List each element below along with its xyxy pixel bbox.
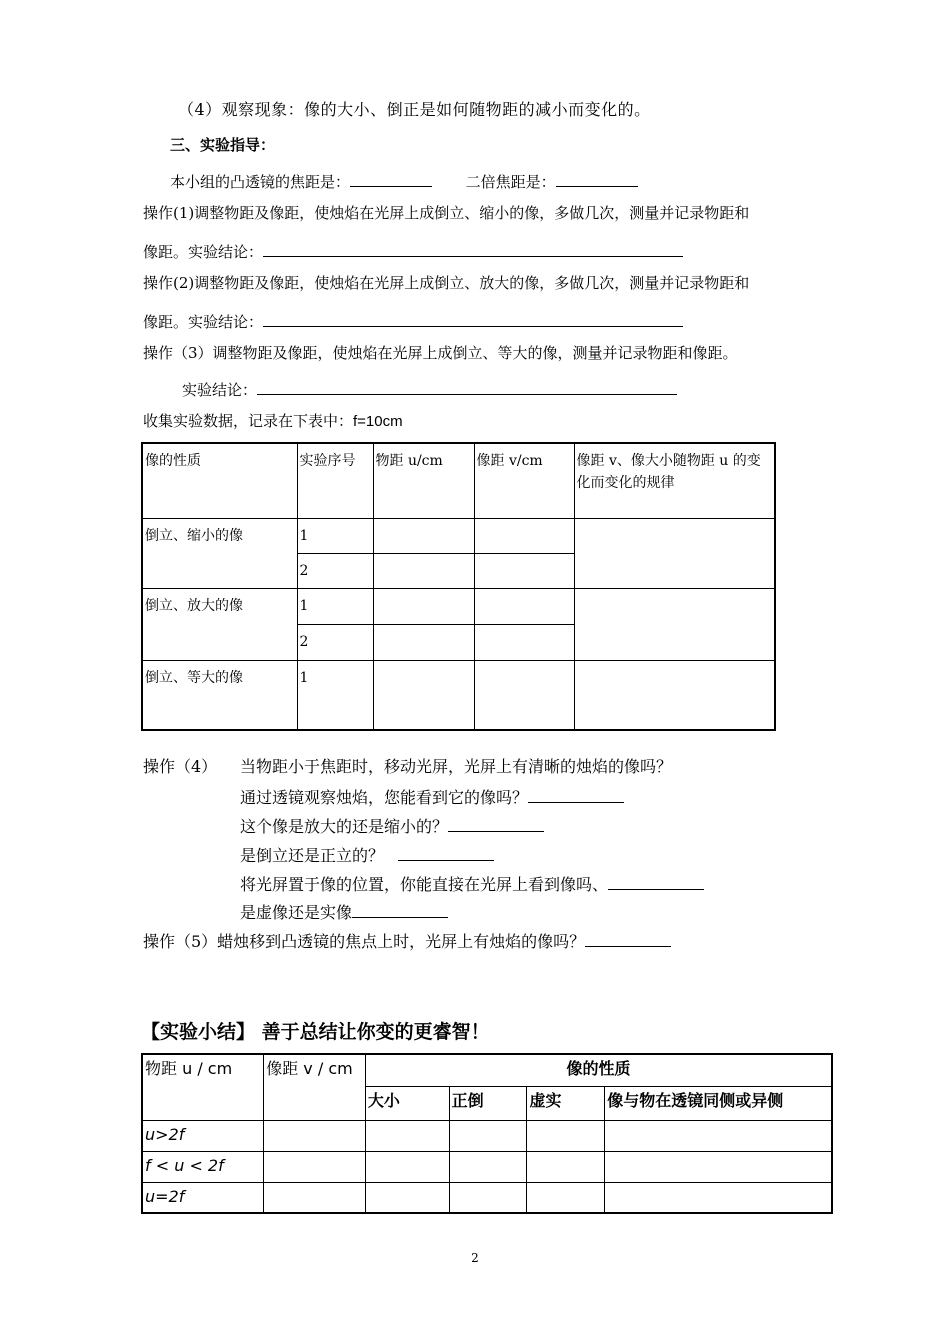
header-nature: 像的性质 [142, 443, 297, 518]
op3-conclusion-label: 实验结论： [182, 381, 258, 399]
table-row [142, 1151, 832, 1182]
row-condition: u=2f [142, 1182, 264, 1213]
op1-line2 [143, 240, 683, 262]
seq-cell: 2 [297, 553, 373, 588]
cell[interactable] [527, 1151, 605, 1182]
op4-q1: 当物距小于焦距时，移动光屏，光屏上有清晰的烛焰的像吗？ [240, 757, 673, 776]
focal-blank[interactable] [350, 170, 432, 187]
group-label: 倒立、缩小的像 [142, 518, 297, 588]
u-cell[interactable] [373, 553, 474, 588]
double-focal-blank[interactable] [556, 170, 638, 187]
cell[interactable] [264, 1182, 366, 1213]
cell[interactable] [527, 1182, 605, 1213]
op4-q2-line [240, 786, 624, 808]
op4-q5: 将光屏置于像的位置，你能直接在光屏上看到像吗、 [240, 875, 609, 894]
cell[interactable] [449, 1182, 527, 1213]
op4-q5-line [240, 873, 704, 895]
op4-q3: 这个像是放大的还是缩小的？ [240, 817, 449, 836]
focal-line [170, 170, 638, 192]
u-cell[interactable] [373, 518, 474, 553]
op1-conclusion-label: 像距。实验结论： [143, 243, 264, 261]
table-header-row [142, 443, 775, 518]
sub-side: 像与物在透镜同侧或异侧 [605, 1086, 832, 1120]
cell[interactable] [449, 1120, 527, 1151]
rule-cell[interactable] [574, 660, 775, 730]
op1-line1: 操作(1)调整物距及像距，使烛焰在光屏上成倒立、缩小的像，多做几次，测量并记录物距和 [143, 204, 750, 222]
header-image-nature: 像的性质 [365, 1054, 832, 1086]
header-image-distance: 像距 v / cm [264, 1054, 366, 1120]
table-row [142, 588, 775, 624]
table-row [142, 518, 775, 553]
u-cell[interactable] [373, 588, 474, 624]
sub-orientation: 正倒 [449, 1086, 527, 1120]
header-rule: 像距 v、像大小随物距 u 的变化而变化的规律 [574, 443, 775, 518]
cell[interactable] [605, 1120, 832, 1151]
data-table [141, 442, 776, 731]
op4-q6-line [240, 901, 448, 923]
rule-cell[interactable] [574, 518, 775, 588]
header-seq: 实验序号 [297, 443, 373, 518]
row-condition: u>2f [142, 1120, 264, 1151]
sub-size: 大小 [365, 1086, 449, 1120]
cell[interactable] [365, 1182, 449, 1213]
rule-cell[interactable] [574, 588, 775, 660]
group-label: 倒立、放大的像 [142, 588, 297, 660]
op2-line1: 操作(2)调整物距及像距，使烛焰在光屏上成倒立、放大的像，多做几次，测量并记录物距和 [143, 274, 750, 292]
op4-q6: 是虚像还是实像 [240, 903, 353, 922]
cell[interactable] [527, 1120, 605, 1151]
op3-line2 [182, 378, 677, 400]
focal-label: 本小组的凸透镜的焦距是： [170, 173, 351, 191]
sub-real-virtual: 虚实 [527, 1086, 605, 1120]
row-condition: f < u < 2f [142, 1151, 264, 1182]
op5-text: 操作（5）蜡烛移到凸透镜的焦点上时，光屏上有烛焰的像吗？ [143, 932, 586, 951]
step4-text: （4）观察现象：像的大小、倒正是如何随物距的减小而变化的。 [178, 100, 651, 119]
table-row [142, 660, 775, 730]
summary-table [141, 1053, 833, 1214]
collect-text: 收集实验数据，记录在下表中：f=10cm [143, 413, 403, 430]
op5-blank[interactable] [585, 930, 671, 947]
op2-conclusion-blank[interactable] [263, 310, 683, 327]
page-number: 2 [471, 1251, 479, 1265]
op4-prefix: 操作（4） [143, 757, 218, 776]
u-cell[interactable] [373, 660, 474, 730]
v-cell[interactable] [474, 660, 574, 730]
table-row [142, 1120, 832, 1151]
seq-cell: 2 [297, 624, 373, 660]
summary-header-row [142, 1054, 832, 1086]
cell[interactable] [605, 1151, 832, 1182]
group-label: 倒立、等大的像 [142, 660, 297, 730]
cell[interactable] [365, 1120, 449, 1151]
v-cell[interactable] [474, 624, 574, 660]
v-cell[interactable] [474, 588, 574, 624]
op4-q2-blank[interactable] [528, 786, 624, 803]
cell[interactable] [264, 1120, 366, 1151]
op5-line [143, 930, 671, 952]
seq-cell: 1 [297, 588, 373, 624]
op4-q3-line [240, 815, 544, 837]
op3-conclusion-blank[interactable] [257, 378, 677, 395]
op3-line1: 操作（3）调整物距及像距，使烛焰在光屏上成倒立、等大的像，测量并记录物距和像距。 [143, 344, 738, 362]
op4-q3-blank[interactable] [448, 815, 544, 832]
section3-heading: 三、实验指导： [170, 136, 276, 154]
v-cell[interactable] [474, 553, 574, 588]
summary-title: 【实验小结】 善于总结让你变的更睿智！ [141, 1021, 490, 1043]
u-cell[interactable] [373, 624, 474, 660]
op1-conclusion-blank[interactable] [263, 240, 683, 257]
op4-q6-blank[interactable] [352, 901, 448, 918]
op2-conclusion-label: 像距。实验结论： [143, 313, 264, 331]
seq-cell: 1 [297, 518, 373, 553]
double-focal-label: 二倍焦距是： [465, 173, 556, 191]
op4-q4: 是倒立还是正立的？ [240, 846, 385, 865]
seq-cell: 1 [297, 660, 373, 730]
header-u: 物距 u/cm [373, 443, 474, 518]
cell[interactable] [449, 1151, 527, 1182]
header-object-distance: 物距 u / cm [142, 1054, 264, 1120]
op4-q4-line [240, 844, 494, 866]
cell[interactable] [365, 1151, 449, 1182]
cell[interactable] [264, 1151, 366, 1182]
op2-line2 [143, 310, 683, 332]
op4-q4-blank[interactable] [398, 844, 494, 861]
table-row [142, 1182, 832, 1213]
v-cell[interactable] [474, 518, 574, 553]
header-v: 像距 v/cm [474, 443, 574, 518]
op4-q5-blank[interactable] [608, 873, 704, 890]
op4-q2: 通过透镜观察烛焰，您能看到它的像吗？ [240, 788, 529, 807]
cell[interactable] [605, 1182, 832, 1213]
